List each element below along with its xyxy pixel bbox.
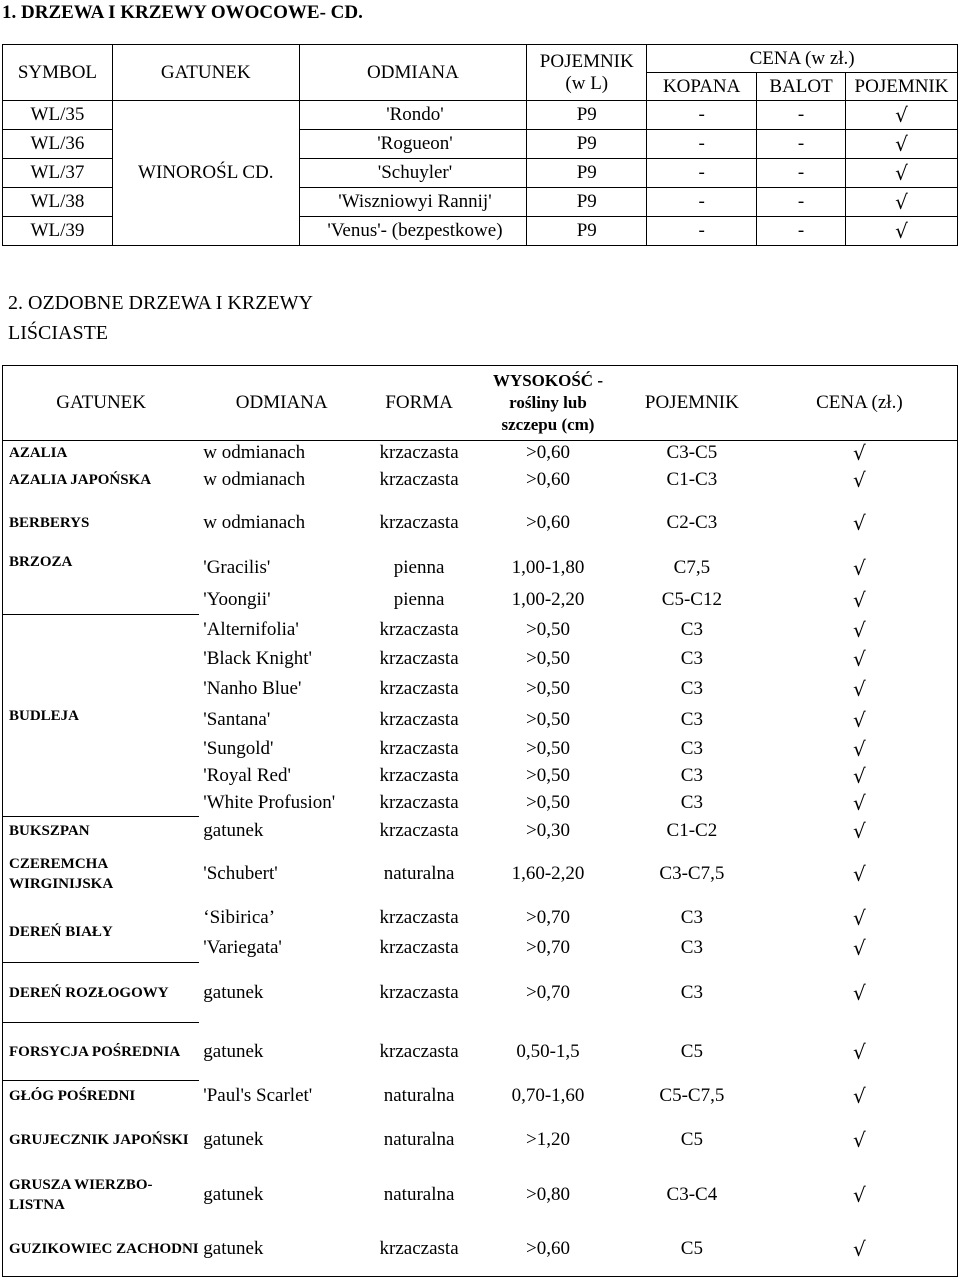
wysokosc-cell: >0,50	[526, 618, 570, 640]
ornamental-shrubs-table	[2, 365, 958, 1277]
odmiana-cell: gatunek	[203, 1238, 264, 1260]
gatunek-cell: BERBERYS	[3, 495, 200, 552]
gatunek-cell: GŁÓG POŚREDNI	[3, 1081, 200, 1112]
check-cell: √	[846, 188, 958, 217]
table-row	[3, 466, 958, 495]
wysokosc-cell: >0,60	[526, 1238, 570, 1260]
pojemnik-cell: C3	[680, 677, 703, 699]
forma-cell: krzaczasta	[379, 819, 459, 841]
pojemnik-cell: P9	[527, 159, 647, 188]
odmiana-cell: 'Rogueon'	[299, 130, 527, 159]
gatunek-cell: WINOROŚL CD.	[112, 101, 299, 246]
wysokosc-cell: 1,60-2,20	[511, 862, 585, 884]
header2-wysokosc-line1: WYSOKOŚĆ -	[492, 371, 603, 390]
pojemnik-cell: C5-C7,5	[659, 1085, 725, 1106]
gatunek-cell: BUDLEJA	[3, 615, 200, 817]
wysokosc-cell: >0,60	[526, 469, 570, 490]
pojemnik-cell: C3	[680, 618, 703, 640]
pojemnik-cell: P9	[527, 188, 647, 217]
table-row	[3, 1168, 958, 1223]
pojemnik-cell: C3	[680, 737, 703, 759]
table-row	[3, 101, 958, 130]
kopana-cell: -	[647, 217, 757, 246]
symbol-cell: WL/39	[3, 217, 113, 246]
header2-gatunek: GATUNEK	[3, 366, 200, 441]
fruit-trees-table	[2, 44, 958, 246]
check-cell: √	[762, 763, 958, 790]
forma-cell: krzaczasta	[379, 469, 459, 490]
odmiana-cell: 'Wiszniowyi Rannij'	[299, 188, 527, 217]
table-row	[3, 1112, 958, 1168]
odmiana-cell: 'Gracilis'	[203, 557, 271, 578]
table-row	[3, 1223, 958, 1277]
wysokosc-cell: >0,50	[526, 792, 570, 813]
table-row	[3, 615, 958, 645]
odmiana-cell: 'Venus'- (bezpestkowe)	[299, 217, 527, 246]
table-row	[3, 1081, 958, 1112]
check-cell: √	[762, 1223, 958, 1277]
gatunek-cell: BRZOZA	[3, 552, 200, 615]
forma-cell: krzaczasta	[379, 512, 459, 533]
forma-cell: krzaczasta	[379, 618, 459, 640]
pojemnik-cell: C3	[680, 765, 703, 786]
pojemnik-cell: C3	[680, 708, 703, 730]
wysokosc-cell: >0,50	[526, 677, 570, 699]
pojemnik-cell: C3	[680, 936, 703, 958]
pojemnik-cell: P9	[527, 217, 647, 246]
check-cell: √	[762, 673, 958, 705]
check-cell: √	[762, 845, 958, 903]
gatunek-cell: CZEREMCHA WIRGINIJSKA	[3, 845, 200, 903]
wysokosc-cell: >0,30	[526, 819, 570, 841]
pojemnik-cell: C1-C2	[666, 819, 718, 841]
odmiana-cell: 'Santana'	[203, 708, 271, 730]
gatunek-cell: AZALIA	[3, 441, 200, 466]
forma-cell: naturalna	[383, 1184, 455, 1205]
odmiana-cell: 'Schubert'	[203, 862, 278, 884]
fruit-trees-body	[3, 101, 958, 246]
check-cell: √	[762, 615, 958, 645]
table-row	[3, 963, 958, 1023]
gatunek-cell: DEREŃ ROZŁOGOWY	[3, 963, 200, 1023]
kopana-cell: -	[647, 130, 757, 159]
pojemnik-cell: C3-C7,5	[659, 862, 725, 884]
pojemnik-cell: C3	[680, 981, 703, 1003]
pojemnik-cell: C3	[680, 647, 703, 669]
forma-cell: krzaczasta	[379, 1238, 459, 1260]
odmiana-cell: w odmianach	[203, 512, 306, 533]
pojemnik-cell: C5-C12	[661, 588, 722, 610]
header-balot: BALOT	[757, 73, 846, 101]
odmiana-cell: w odmianach	[203, 469, 306, 490]
gatunek-cell: GUZIKOWIEC ZACHODNI	[3, 1223, 200, 1277]
gatunek-cell: AZALIA JAPOŃSKA	[3, 466, 200, 495]
forma-cell: krzaczasta	[379, 442, 459, 464]
header-odmiana: ODMIANA	[299, 45, 527, 101]
wysokosc-cell: >1,20	[526, 1128, 570, 1150]
odmiana-cell: gatunek	[203, 1040, 264, 1062]
section2-title-line1: 2. OZDOBNE DRZEWA I KRZEWY	[8, 292, 313, 314]
odmiana-cell: 'Royal Red'	[203, 765, 291, 786]
header-pojemnik-line1: POJEMNIK	[539, 50, 634, 72]
odmiana-cell: 'Yoongii'	[203, 588, 271, 610]
check-cell: √	[762, 645, 958, 673]
wysokosc-cell: >0,80	[526, 1184, 570, 1205]
forma-cell: krzaczasta	[379, 936, 459, 958]
check-cell: √	[762, 963, 958, 1023]
wysokosc-cell: 0,70-1,60	[511, 1085, 585, 1106]
forma-cell: naturalna	[383, 862, 455, 884]
check-cell: √	[846, 101, 958, 130]
header-gatunek: GATUNEK	[112, 45, 299, 101]
odmiana-cell: gatunek	[203, 1184, 264, 1205]
header2-pojemnik: POJEMNIK	[644, 392, 739, 413]
header2-wysokosc-line3: szczepu (cm)	[501, 415, 595, 434]
forma-cell: pienna	[393, 557, 445, 578]
pojemnik-cell: C1-C3	[666, 469, 718, 490]
forma-cell: krzaczasta	[379, 737, 459, 759]
forma-cell: pienna	[393, 588, 445, 610]
check-cell: √	[762, 933, 958, 963]
header-symbol: SYMBOL	[3, 45, 113, 101]
forma-cell: naturalna	[383, 1128, 455, 1150]
check-cell: √	[762, 1081, 958, 1112]
table-row	[3, 817, 958, 845]
pojemnik-cell: C3	[680, 906, 703, 928]
section2-title	[8, 288, 313, 348]
check-cell: √	[846, 217, 958, 246]
header2-odmiana: ODMIANA	[235, 392, 328, 413]
pojemnik-cell: C3	[680, 792, 703, 813]
forma-cell: krzaczasta	[379, 792, 459, 813]
wysokosc-cell: >0,50	[526, 765, 570, 786]
wysokosc-cell: >0,60	[526, 512, 570, 533]
header2-wysokosc-line2: rośliny lub	[509, 393, 587, 412]
check-cell: √	[762, 1023, 958, 1081]
wysokosc-cell: >0,50	[526, 647, 570, 669]
pojemnik-cell: C5	[680, 1128, 703, 1150]
wysokosc-cell: 0,50-1,5	[516, 1040, 580, 1062]
check-cell: √	[762, 790, 958, 817]
odmiana-cell: 'Schuyler'	[299, 159, 527, 188]
table-row	[3, 552, 958, 585]
wysokosc-cell: >0,50	[526, 737, 570, 759]
check-cell: √	[762, 466, 958, 495]
check-cell: √	[762, 705, 958, 735]
symbol-cell: WL/38	[3, 188, 113, 217]
odmiana-cell: ‘Sibirica’	[203, 906, 276, 928]
gatunek-cell: GRUSZA WIERZBO- LISTNA	[3, 1168, 200, 1223]
wysokosc-cell: >0,50	[526, 708, 570, 730]
odmiana-cell: gatunek	[203, 819, 264, 841]
odmiana-cell: 'Sungold'	[203, 737, 274, 759]
table-row	[3, 1023, 958, 1081]
odmiana-cell: gatunek	[203, 981, 264, 1003]
check-cell: √	[762, 1168, 958, 1223]
header-pojemnik	[527, 45, 647, 101]
pojemnik-cell: P9	[527, 101, 647, 130]
ornamental-shrubs-body	[3, 441, 958, 1277]
pojemnik-cell: C5	[680, 1238, 703, 1260]
odmiana-cell: 'Alternifolia'	[203, 618, 299, 640]
wysokosc-cell: 1,00-2,20	[511, 588, 585, 610]
wysokosc-cell: >0,70	[526, 936, 570, 958]
check-cell: √	[762, 585, 958, 615]
balot-cell: -	[757, 159, 846, 188]
odmiana-cell: 'Black Knight'	[203, 647, 312, 669]
header2-forma: FORMA	[385, 392, 453, 413]
balot-cell: -	[757, 101, 846, 130]
header-pojemnik-line2: (w L)	[565, 72, 609, 94]
pojemnik-cell: C3-C4	[666, 1184, 718, 1205]
kopana-cell: -	[647, 101, 757, 130]
odmiana-cell: 'Paul's Scarlet'	[203, 1085, 313, 1106]
balot-cell: -	[757, 217, 846, 246]
forma-cell: krzaczasta	[379, 677, 459, 699]
check-cell: √	[762, 735, 958, 763]
pojemnik-cell: C7,5	[673, 557, 711, 578]
table-row	[3, 495, 958, 552]
wysokosc-cell: >0,70	[526, 906, 570, 928]
check-cell: √	[762, 1112, 958, 1168]
kopana-cell: -	[647, 188, 757, 217]
odmiana-cell: 'Variegata'	[203, 936, 282, 958]
forma-cell: naturalna	[383, 1085, 455, 1106]
wysokosc-cell: >0,60	[526, 442, 570, 464]
kopana-cell: -	[647, 159, 757, 188]
balot-cell: -	[757, 130, 846, 159]
check-cell: √	[762, 441, 958, 466]
odmiana-cell: 'Nanho Blue'	[203, 677, 302, 699]
forma-cell: krzaczasta	[379, 647, 459, 669]
forma-cell: krzaczasta	[379, 765, 459, 786]
pojemnik-cell: P9	[527, 130, 647, 159]
check-cell: √	[762, 552, 958, 585]
section2-title-line2: LIŚCIASTE	[8, 322, 108, 344]
check-cell: √	[762, 495, 958, 552]
forma-cell: krzaczasta	[379, 906, 459, 928]
pojemnik-cell: C2-C3	[666, 512, 718, 533]
table-row	[3, 441, 958, 466]
header2-wysokosc	[474, 366, 622, 441]
pojemnik-cell: C5	[680, 1040, 703, 1062]
check-cell: √	[846, 130, 958, 159]
header2-cena: CENA (zł.)	[762, 366, 958, 441]
check-cell: √	[846, 159, 958, 188]
odmiana-cell: w odmianach	[203, 442, 306, 464]
forma-cell: krzaczasta	[379, 1040, 459, 1062]
odmiana-cell: 'White Profusion'	[203, 792, 336, 813]
header-kopana: KOPANA	[647, 73, 757, 101]
section1-title: 1. DRZEWA I KRZEWY OWOCOWE- CD.	[2, 2, 363, 23]
symbol-cell: WL/37	[3, 159, 113, 188]
header-cena: CENA (w zł.)	[647, 45, 958, 73]
table-row	[3, 845, 958, 903]
forma-cell: krzaczasta	[379, 981, 459, 1003]
odmiana-cell: 'Rondo'	[299, 101, 527, 130]
wysokosc-cell: >0,70	[526, 981, 570, 1003]
symbol-cell: WL/36	[3, 130, 113, 159]
gatunek-cell: DEREŃ BIAŁY	[3, 903, 200, 963]
gatunek-cell: BUKSZPAN	[3, 817, 200, 845]
table-row	[3, 903, 958, 933]
forma-cell: krzaczasta	[379, 708, 459, 730]
balot-cell: -	[757, 188, 846, 217]
gatunek-cell: GRUJECZNIK JAPOŃSKI	[3, 1112, 200, 1168]
check-cell: √	[762, 903, 958, 933]
check-cell: √	[762, 817, 958, 845]
symbol-cell: WL/35	[3, 101, 113, 130]
odmiana-cell: gatunek	[203, 1128, 264, 1150]
wysokosc-cell: 1,00-1,80	[511, 557, 585, 578]
header-cena-pojemnik: POJEMNIK	[846, 73, 958, 101]
pojemnik-cell: C3-C5	[666, 442, 718, 464]
gatunek-cell: FORSYCJA POŚREDNIA	[3, 1023, 200, 1081]
